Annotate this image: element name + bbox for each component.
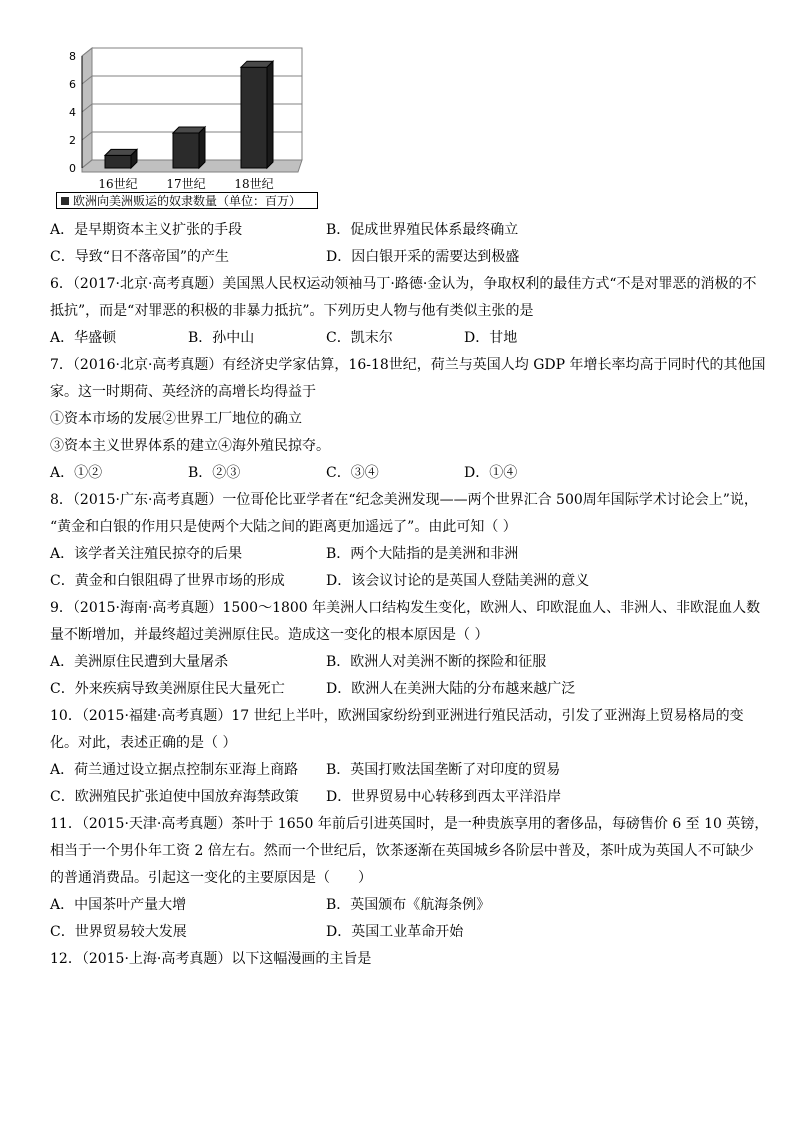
q7-option-d[interactable]: D．①④ xyxy=(464,465,518,481)
y-tick-label: 8 xyxy=(69,50,76,63)
q5-option-a[interactable]: A．是早期资本主义扩张的手段 xyxy=(50,222,243,238)
q11-stem-line-2: 相当于一个男仆年工资 2 倍左右。然而一个世纪后，饮茶逐渐在英国城乡各阶层中普及，茶叶成为英国人不可缺少 xyxy=(50,843,754,859)
legend-label: 欧洲向美洲贩运的奴隶数量（单位：百万） xyxy=(73,194,302,208)
q5-options-row-1 xyxy=(50,217,750,244)
x-tick-label: 17世纪 xyxy=(166,177,206,191)
y-tick-label: 2 xyxy=(69,134,76,147)
q11-options-row-2 xyxy=(50,919,750,946)
q8-option-c[interactable]: C．黄金和白银阻碍了世界市场的形成 xyxy=(50,573,285,589)
y-tick-label: 4 xyxy=(69,106,76,119)
q11-option-a[interactable]: A．中国茶叶产量大增 xyxy=(50,897,187,913)
q6-stem-line-1: 6．（2017·北京·高考真题）美国黑人民权运动领袖马丁·路德·金认为，争取权利的最佳方式“不是对罪恶的消极的不 xyxy=(50,276,757,292)
bar xyxy=(241,67,267,168)
q7-option-a[interactable]: A．①② xyxy=(50,465,103,481)
q9-option-a[interactable]: A．美洲原住民遭到大量屠杀 xyxy=(50,654,229,670)
q11-option-c[interactable]: C．世界贸易较大发展 xyxy=(50,924,187,940)
q9-option-d[interactable]: D．欧洲人在美洲大陆的分布越来越广泛 xyxy=(326,681,576,697)
q9-stem-line-1: 9．（2015·海南·高考真题）1500～1800 年美洲人口结构发生变化，欧洲人、印欧混血人、非洲人、非欧混血人数 xyxy=(50,600,761,616)
bar xyxy=(173,133,199,168)
q9-option-b[interactable]: B．欧洲人对美洲不断的探险和征服 xyxy=(326,654,547,670)
x-tick-label: 16世纪 xyxy=(98,177,138,191)
q8-option-b[interactable]: B．两个大陆指的是美洲和非洲 xyxy=(326,546,519,562)
q7-option-c[interactable]: C．③④ xyxy=(326,465,379,481)
bar-chart-svg xyxy=(52,46,322,214)
q10-stem-line-2: 化。对此，表述正确的是（ ） xyxy=(50,735,237,751)
q11-options-row-1 xyxy=(50,892,750,919)
y-tick-label: 0 xyxy=(69,162,76,175)
q8-stem-line-2: “黄金和白银的作用只是使两个大陆之间的距离更加遥远了”。由此可知（ ） xyxy=(50,519,517,535)
q12-stem-line-1: 12．（2015·上海·高考真题）以下这幅漫画的主旨是 xyxy=(50,951,372,967)
q9-option-c[interactable]: C．外来疾病导致美洲原住民大量死亡 xyxy=(50,681,285,697)
q8-options-row-2 xyxy=(50,568,750,595)
q8-options-row-1 xyxy=(50,541,750,568)
q8-option-a[interactable]: A．该学者关注殖民掠夺的后果 xyxy=(50,546,243,562)
x-tick-label: 18世纪 xyxy=(234,177,274,191)
q10-option-c[interactable]: C．欧洲殖民扩张迫使中国放弃海禁政策 xyxy=(50,789,299,805)
q11-stem-line-3: 的普通消费品。引起这一变化的主要原因是（ ） xyxy=(50,870,372,886)
q10-option-b[interactable]: B．英国打败法国垄断了对印度的贸易 xyxy=(326,762,561,778)
questions xyxy=(50,217,769,973)
q10-options-row-2 xyxy=(50,784,750,811)
q9-options-row-1 xyxy=(50,649,750,676)
q10-stem-line-1: 10．（2015·福建·高考真题）17 世纪上半叶，欧洲国家纷纷到亚洲进行殖民活动，引发了亚洲海上贸易格局的变 xyxy=(50,708,744,724)
q8-stem-line-1: 8．（2015·广东·高考真题）一位哥伦比亚学者在“纪念美洲发现——两个世界汇合 500周年国际学术讨论会上”说， xyxy=(50,492,758,508)
bar-side xyxy=(267,61,273,168)
q10-option-d[interactable]: D．世界贸易中心转移到西太平洋沿岸 xyxy=(326,789,562,805)
q10-option-a[interactable]: A．荷兰通过设立据点控制东亚海上商路 xyxy=(50,762,299,778)
slave-trade-chart xyxy=(52,46,322,214)
q6-option-c[interactable]: C．凯末尔 xyxy=(326,330,393,346)
q7-options xyxy=(50,460,750,487)
q6-option-d[interactable]: D．甘地 xyxy=(464,330,518,346)
q9-options-row-2 xyxy=(50,676,750,703)
legend-swatch xyxy=(61,197,69,205)
q9-stem-line-2: 量不断增加，并最终超过美洲原住民。造成这一变化的根本原因是（ ） xyxy=(50,627,489,643)
q5-option-d[interactable]: D．因白银开采的需要达到极盛 xyxy=(326,249,520,265)
q5-option-c[interactable]: C．导致“日不落帝国”的产生 xyxy=(50,249,230,265)
q8-option-d[interactable]: D．该会议讨论的是英国人登陆美洲的意义 xyxy=(326,573,590,589)
bar-side xyxy=(199,127,205,168)
bar xyxy=(105,155,131,168)
q6-option-b[interactable]: B．孙中山 xyxy=(188,330,255,346)
y-tick-label: 6 xyxy=(69,78,76,91)
chart-legend xyxy=(56,192,318,209)
q6-option-a[interactable]: A．华盛顿 xyxy=(50,330,117,346)
q7-option-b[interactable]: B．②③ xyxy=(188,465,241,481)
q10-options-row-1 xyxy=(50,757,750,784)
q7-stem-line-4: ③资本主义世界体系的建立④海外殖民掠夺。 xyxy=(50,438,330,454)
q11-option-b[interactable]: B．英国颁布《航海条例》 xyxy=(326,897,491,913)
q6-options xyxy=(50,325,750,352)
q7-stem-line-1: 7．（2016·北京·高考真题）有经济史学家估算，16-18世纪，荷兰与英国人均 GDP 年增长率均高于同时代的其他国 xyxy=(50,357,766,373)
q5-options-row-2 xyxy=(50,244,750,271)
q7-stem-line-3: ①资本市场的发展②世界工厂地位的确立 xyxy=(50,411,302,427)
q6-stem-line-2: 抵抗”，而是“对罪恶的积极的非暴力抵抗”。下列历史人物与他有类似主张的是 xyxy=(50,303,534,319)
q11-option-d[interactable]: D．英国工业革命开始 xyxy=(326,924,464,940)
q11-stem-line-1: 11．（2015·天津·高考真题）茶叶于 1650 年前后引进英国时，是一种贵族享用的奢侈品，每磅售价 6 至 10 英镑， xyxy=(50,816,769,832)
q5-option-b[interactable]: B．促成世界殖民体系最终确立 xyxy=(326,222,519,238)
q7-stem-line-2: 家。这一时期荷、英经济的高增长均得益于 xyxy=(50,384,316,400)
